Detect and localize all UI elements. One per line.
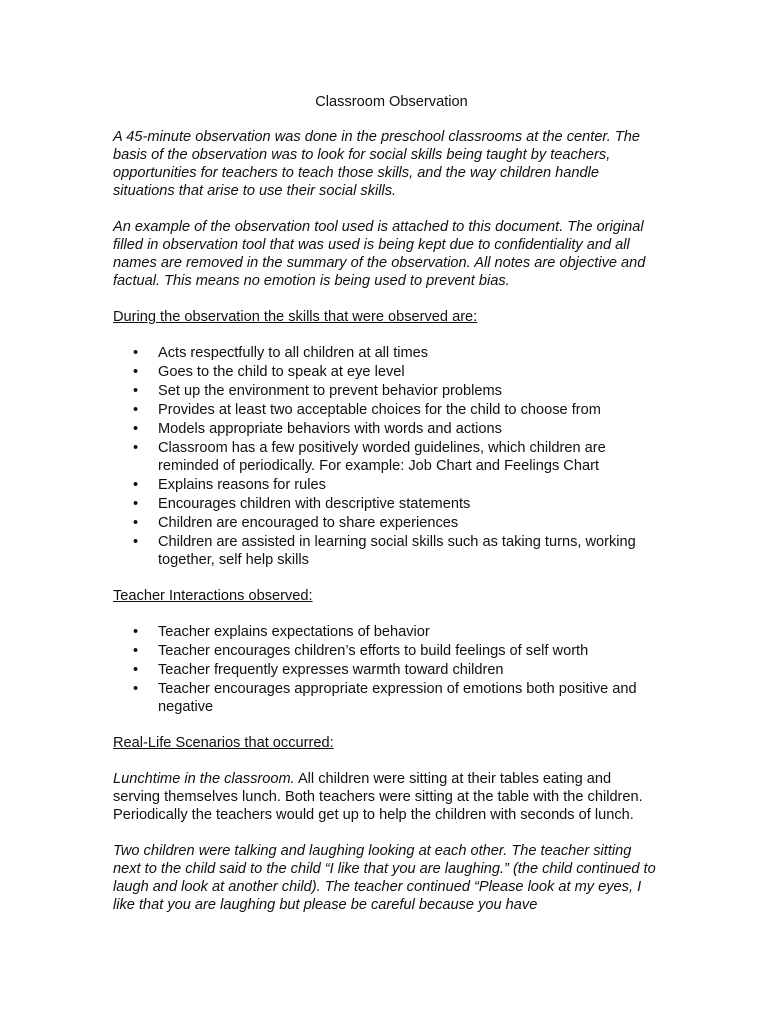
skills-list-item	[113, 476, 658, 494]
bullet-icon: •	[133, 364, 139, 380]
skills-list-item	[113, 401, 658, 419]
skills-heading: During the observation the skills that were observed are:	[113, 309, 478, 325]
interactions-list-item	[113, 661, 658, 679]
scenario-1-body: All children were sitting at their tables eating and serving themselves lunch. Both teachers were sitting at the table with the children. Periodically the teachers would get up to help the children with seconds of lunch.	[113, 771, 643, 823]
bullet-icon: •	[133, 624, 139, 640]
skills-list-item	[113, 495, 658, 513]
document-title: Classroom Observation	[315, 94, 468, 110]
intro-paragraph-2: An example of the observation tool used is attached to this document. The original filled in observation tool that was used is being kept due to confidentiality and all names are removed in the summary of the observation. All notes are objective and factual. This means no emotion is being used to prevent bias.	[113, 219, 646, 289]
skills-list-item-text: Acts respectfully to all children at all times	[158, 345, 429, 361]
skills-list-item-text: Encourages children with descriptive statements	[158, 496, 471, 512]
bullet-icon: •	[133, 345, 139, 361]
scenario-paragraph-1	[113, 770, 658, 824]
bullet-icon: •	[133, 440, 139, 456]
bullet-icon: •	[133, 402, 139, 418]
bullet-icon: •	[133, 643, 139, 659]
scenario-paragraph-2: Two children were talking and laughing looking at each other. The teacher sitting next to the child said to the child “I like that you are laughing.” (the child continued to laugh and look at another child). The teacher continued “Please look at my eyes, I like that you are laughing but please be careful because you have	[113, 843, 656, 913]
bullet-icon: •	[133, 534, 139, 550]
skills-list-item	[113, 363, 658, 381]
skills-list-item-text: Children are encouraged to share experiences	[158, 515, 459, 531]
interactions-heading: Teacher Interactions observed:	[113, 588, 313, 604]
skills-list	[113, 344, 658, 569]
skills-list-item	[113, 344, 658, 362]
document-page	[113, 93, 658, 914]
scenario-1-lead: Lunchtime in the classroom.	[113, 771, 295, 787]
interactions-list-item-text: Teacher explains expectations of behavior	[158, 624, 430, 640]
skills-list-item	[113, 514, 658, 532]
interactions-list-item	[113, 642, 658, 660]
bullet-icon: •	[133, 681, 139, 697]
scenarios-heading: Real-Life Scenarios that occurred:	[113, 735, 334, 751]
skills-list-item-text: Explains reasons for rules	[158, 477, 326, 493]
interactions-list	[113, 623, 658, 716]
bullet-icon: •	[133, 496, 139, 512]
skills-list-item	[113, 382, 658, 400]
bullet-icon: •	[133, 383, 139, 399]
skills-list-item	[113, 533, 658, 569]
skills-list-item	[113, 420, 658, 438]
bullet-icon: •	[133, 662, 139, 678]
skills-list-item-text: Goes to the child to speak at eye level	[158, 364, 405, 380]
bullet-icon: •	[133, 421, 139, 437]
skills-list-item	[113, 439, 658, 475]
interactions-list-item	[113, 680, 658, 716]
bullet-icon: •	[133, 515, 139, 531]
skills-list-item-text: Models appropriate behaviors with words and actions	[158, 421, 502, 437]
interactions-list-item-text: Teacher frequently expresses warmth toward children	[158, 662, 504, 678]
skills-list-item-text: Children are assisted in learning social skills such as taking turns, working together, self help skills	[158, 534, 636, 568]
bullet-icon: •	[133, 477, 139, 493]
interactions-list-item-text: Teacher encourages appropriate expression of emotions both positive and negative	[158, 681, 637, 715]
skills-list-item-text: Set up the environment to prevent behavior problems	[158, 383, 502, 399]
interactions-list-item-text: Teacher encourages children’s efforts to build feelings of self worth	[158, 643, 589, 659]
interactions-list-item	[113, 623, 658, 641]
intro-paragraph-1: A 45-minute observation was done in the preschool classrooms at the center. The basis of the observation was to look for social skills being taught by teachers, opportunities for teachers to teach those skills, and the way children handle situations that arise to use their social skills.	[113, 129, 641, 199]
skills-list-item-text: Provides at least two acceptable choices for the child to choose from	[158, 402, 601, 418]
skills-list-item-text: Classroom has a few positively worded guidelines, which children are reminded of periodically. For example: Job Chart and Feelings Chart	[158, 440, 606, 474]
